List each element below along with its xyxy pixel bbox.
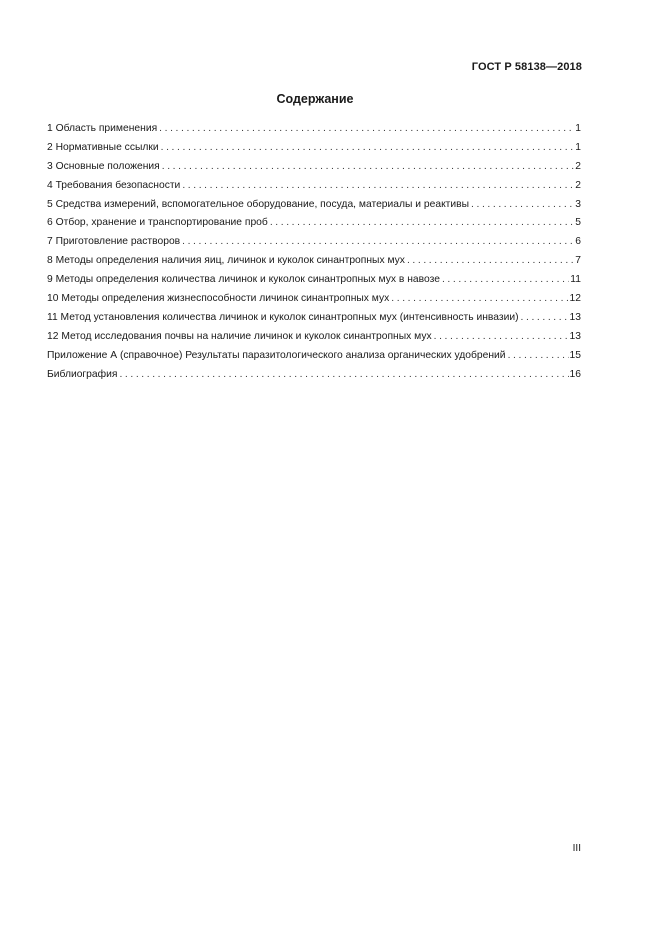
toc-dot-leader bbox=[508, 347, 569, 366]
toc-entry[interactable] bbox=[47, 271, 581, 290]
toc-entry-page: 13 bbox=[569, 311, 581, 323]
toc-entry[interactable] bbox=[47, 252, 581, 271]
toc-entry-title: 7 Приготовление растворов bbox=[47, 236, 181, 248]
toc-entry[interactable] bbox=[47, 290, 581, 309]
toc-entry[interactable] bbox=[47, 366, 581, 385]
toc-entry-page: 1 bbox=[575, 141, 581, 153]
toc-entry-page: 7 bbox=[575, 255, 581, 267]
toc-entry[interactable] bbox=[47, 158, 581, 177]
toc-entry[interactable] bbox=[47, 120, 581, 139]
toc-entry-title: 10 Методы определения жизнеспособности личинок синантропных мух bbox=[47, 293, 390, 305]
toc-entry-title: 5 Средства измерений, вспомогательное оборудование, посуда, материалы и реактивы bbox=[47, 198, 470, 210]
toc-entry[interactable] bbox=[47, 177, 581, 196]
toc-entry-page: 6 bbox=[575, 236, 581, 248]
table-of-contents bbox=[47, 120, 581, 384]
toc-dot-leader bbox=[119, 366, 568, 385]
toc-heading: Содержание bbox=[276, 92, 354, 106]
toc-entry-page: 13 bbox=[569, 330, 581, 342]
toc-entry[interactable] bbox=[47, 309, 581, 328]
toc-entry-title: Приложение А (справочное) Результаты паразитологического анализа органических удобрений bbox=[47, 349, 506, 361]
toc-entry-title: 11 Метод установления количества личинок и куколок синантропных мух (интенсивность инвазии) bbox=[47, 311, 519, 323]
toc-dot-leader bbox=[159, 120, 574, 139]
toc-dot-leader bbox=[521, 309, 569, 328]
toc-entry-title: 12 Метод исследования почвы на наличие личинок и куколок синантропных мух bbox=[47, 330, 432, 342]
toc-dot-leader bbox=[471, 196, 574, 215]
toc-dot-leader bbox=[407, 252, 574, 271]
toc-entry-page: 16 bbox=[569, 368, 581, 380]
toc-entry[interactable] bbox=[47, 347, 581, 366]
toc-entry-page: 1 bbox=[575, 123, 581, 134]
toc-entry-title: 1 Область применения bbox=[47, 123, 158, 134]
toc-entry-page: 2 bbox=[575, 179, 581, 191]
document-code: ГОСТ Р 58138—2018 bbox=[471, 61, 582, 73]
toc-entry-title: Библиография bbox=[47, 368, 118, 380]
toc-entry-page: 3 bbox=[575, 198, 581, 210]
toc-dot-leader bbox=[182, 177, 574, 196]
toc-dot-leader bbox=[391, 290, 568, 309]
toc-entry-page: 5 bbox=[575, 217, 581, 229]
toc-dot-leader bbox=[162, 158, 575, 177]
toc-entry-title: 8 Методы определения наличия яиц, личинок и куколок синантропных мух bbox=[47, 255, 405, 267]
toc-entry-title: 4 Требования безопасности bbox=[47, 179, 181, 191]
page-number: III bbox=[572, 843, 581, 854]
toc-entry-title: 3 Основные положения bbox=[47, 160, 160, 172]
toc-entry[interactable] bbox=[47, 233, 581, 252]
toc-dot-leader bbox=[161, 139, 575, 158]
toc-entry[interactable] bbox=[47, 328, 581, 347]
toc-dot-leader bbox=[434, 328, 569, 347]
toc-entry[interactable] bbox=[47, 196, 581, 215]
toc-entry-page: 12 bbox=[569, 293, 581, 305]
toc-entry-title: 9 Методы определения количества личинок и куколок синантропных мух в навозе bbox=[47, 274, 440, 286]
toc-entry-title: 2 Нормативные ссылки bbox=[47, 141, 159, 153]
toc-entry-page: 15 bbox=[569, 349, 581, 361]
toc-entry[interactable] bbox=[47, 139, 581, 158]
toc-entry-title: 6 Отбор, хранение и транспортирование проб bbox=[47, 217, 268, 229]
toc-entry-page: 2 bbox=[575, 160, 581, 172]
toc-dot-leader bbox=[442, 271, 569, 290]
toc-dot-leader bbox=[182, 233, 574, 252]
toc-entry[interactable] bbox=[47, 214, 581, 233]
toc-entry-page: 11 bbox=[570, 274, 581, 286]
toc-dot-leader bbox=[270, 214, 574, 233]
